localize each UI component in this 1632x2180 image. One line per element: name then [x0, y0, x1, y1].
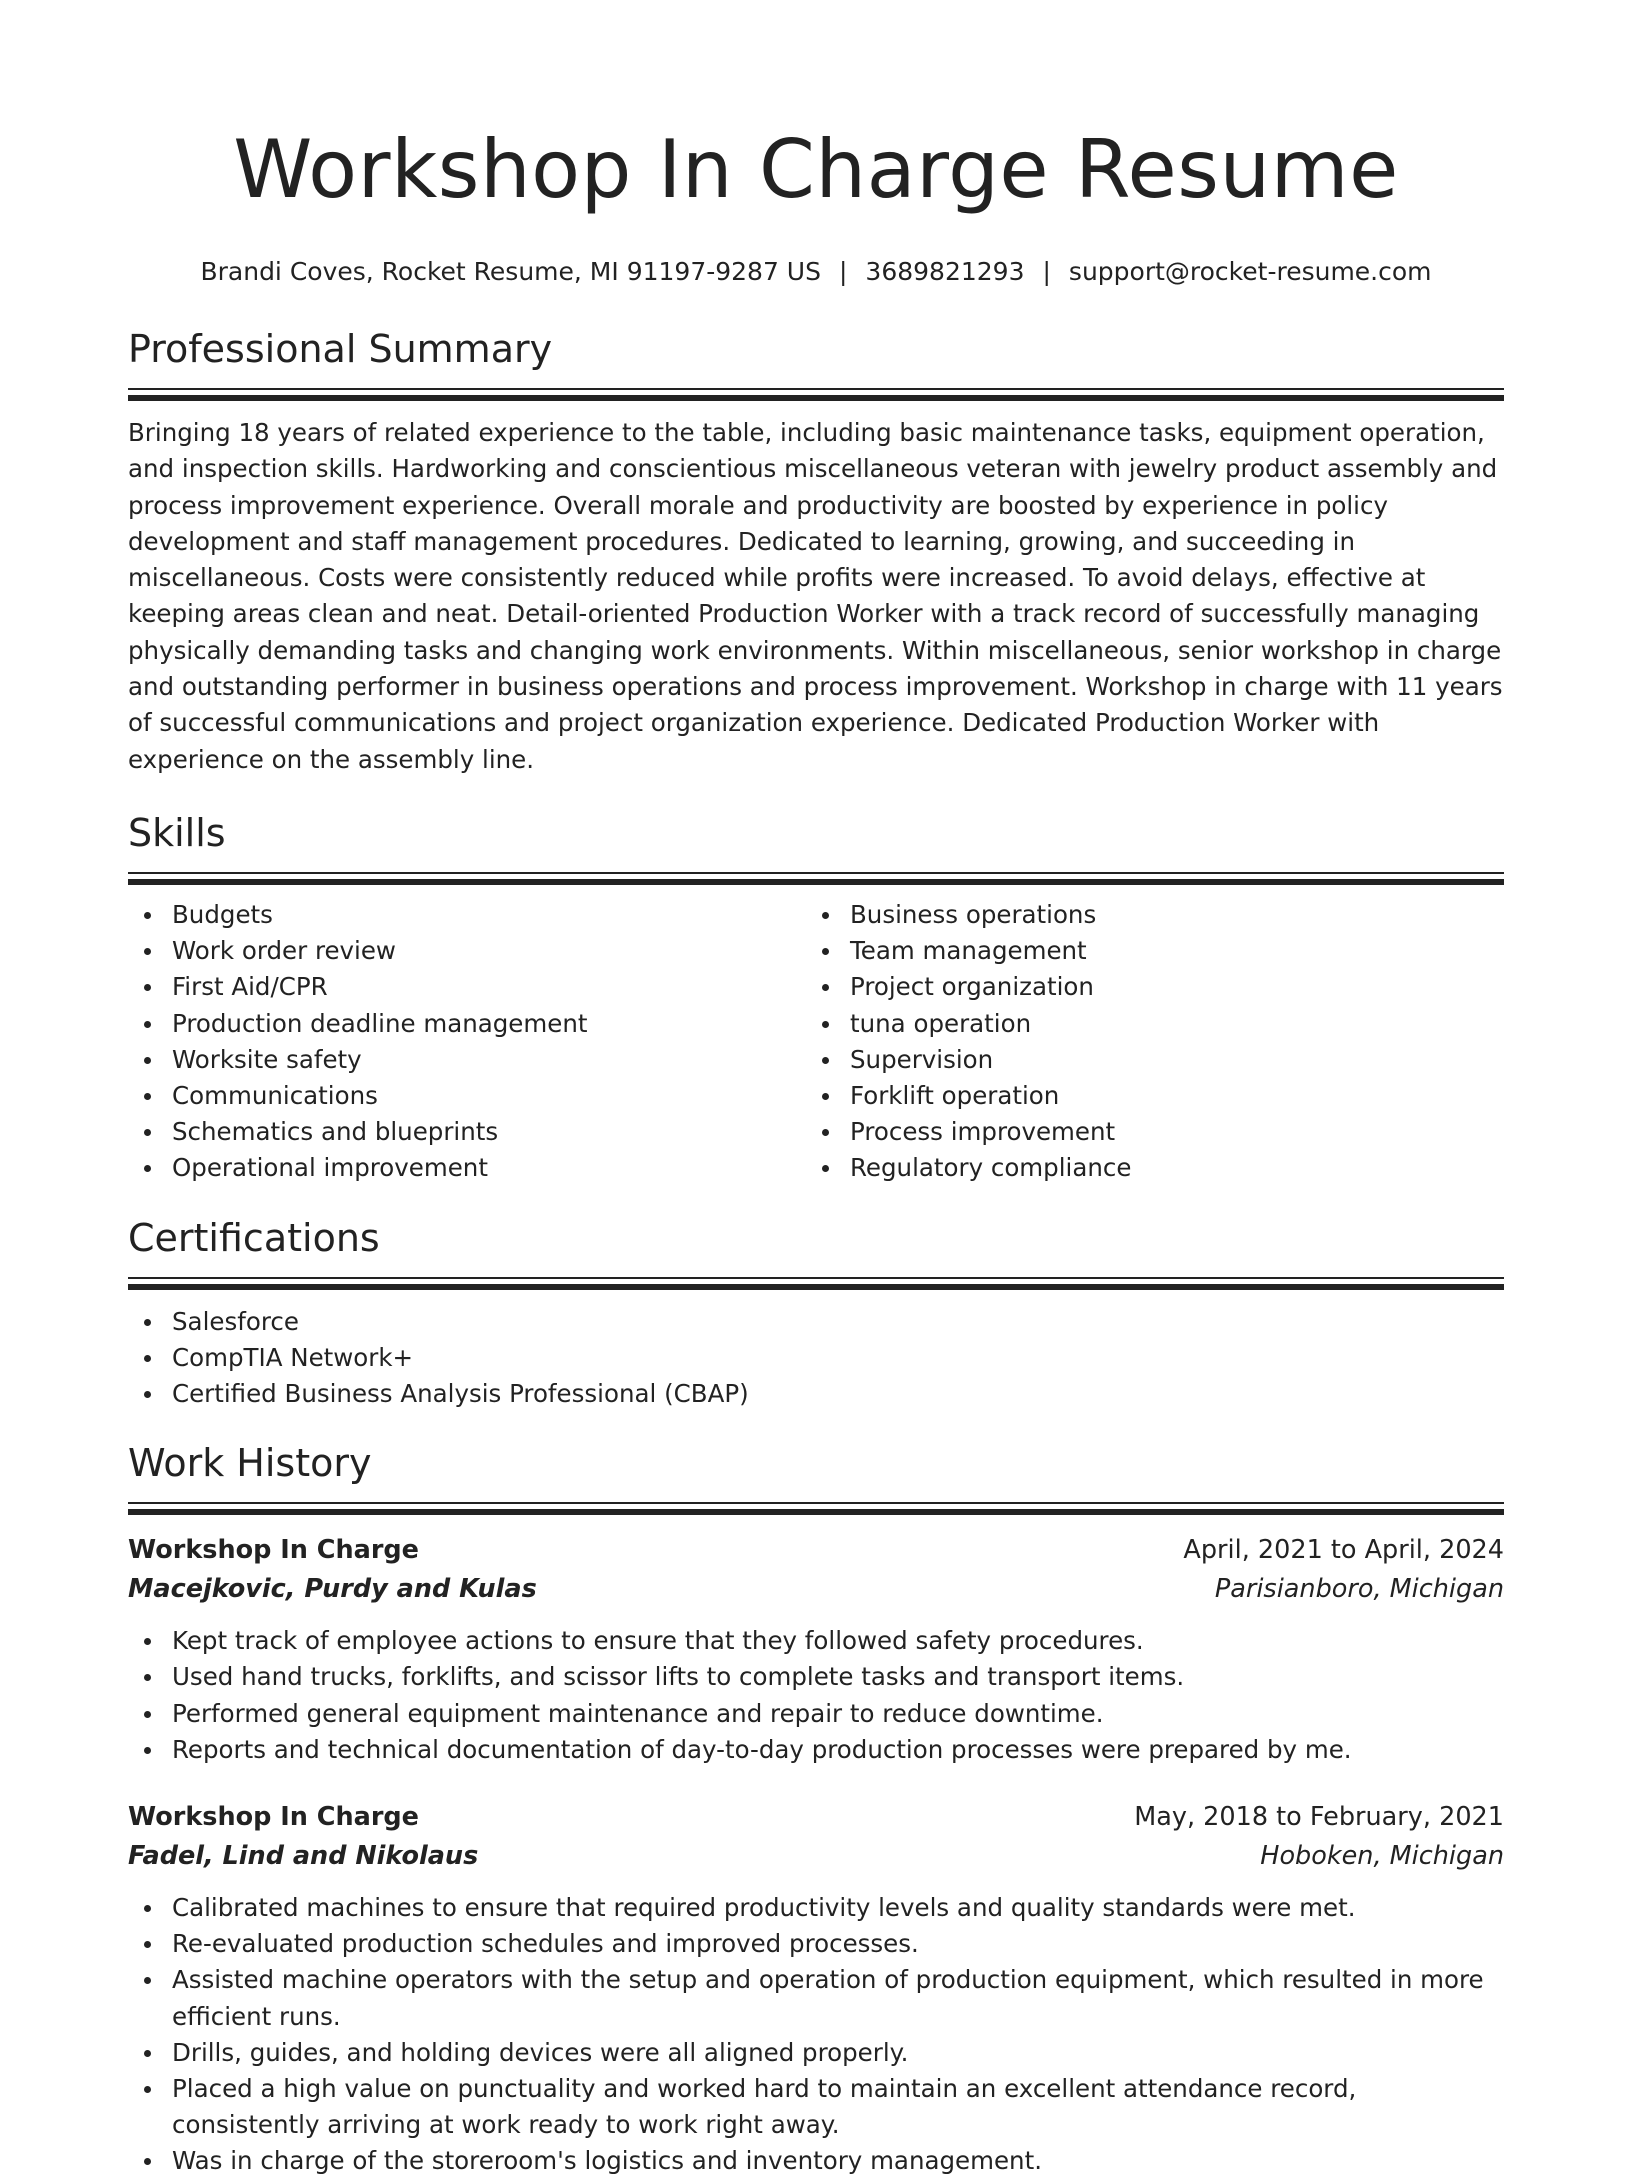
section-heading-summary: Professional Summary	[128, 327, 553, 371]
job-entry	[128, 1798, 1504, 2180]
section-rule-thick	[128, 395, 1504, 401]
job-dates: April, 2021 to April, 2024	[1183, 1535, 1504, 1566]
job-bullet: Kept track of employee actions to ensure that they followed safety procedures.	[128, 1623, 1504, 1659]
skills-section	[128, 808, 1504, 1187]
certification-item: Salesforce	[128, 1304, 1504, 1340]
job-bullets	[128, 1623, 1504, 1768]
skill-item: Team management	[806, 933, 1484, 969]
resume-title: Workshop In Charge Resume	[233, 123, 1399, 216]
section-heading-skills: Skills	[128, 810, 226, 855]
job-subheader	[128, 1837, 1504, 1876]
skill-item: Schematics and blueprints	[128, 1114, 806, 1150]
section-rule	[128, 1502, 1504, 1504]
skill-item: Production deadline management	[128, 1006, 806, 1042]
section-heading-certifications: Certifications	[128, 1215, 380, 1260]
certifications-section	[128, 1213, 1504, 1413]
contact-phone: 3689821293	[865, 257, 1025, 286]
summary-section	[128, 324, 1504, 778]
job-bullet: Was in charge of the storeroom's logistics and inventory management.	[128, 2143, 1504, 2179]
certification-item: CompTIA Network+	[128, 1340, 1504, 1376]
job-bullet: Reports and technical documentation of day-to-day production processes were prepared by me.	[128, 1732, 1504, 1768]
job-dates: May, 2018 to February, 2021	[1134, 1802, 1504, 1833]
skills-columns	[128, 897, 1504, 1187]
job-bullets	[128, 1890, 1504, 2180]
job-title: Workshop In Charge	[128, 1535, 419, 1566]
job-company: Macejkovic, Purdy and Kulas	[128, 1574, 537, 1605]
section-rule	[128, 872, 1504, 874]
contact-separator: |	[838, 257, 848, 286]
skill-item: Operational improvement	[128, 1150, 806, 1186]
section-rule-thick	[128, 1284, 1504, 1290]
skill-item: Regulatory compliance	[806, 1150, 1484, 1186]
section-rule-thick	[128, 1509, 1504, 1515]
job-bullet: Calibrated machines to ensure that required productivity levels and quality standards were met.	[128, 1890, 1504, 1926]
skill-item: Supervision	[806, 1042, 1484, 1078]
work-history-section	[128, 1438, 1504, 2179]
skill-item: Budgets	[128, 897, 806, 933]
skill-item: First Aid/CPR	[128, 969, 806, 1005]
contact-line	[128, 254, 1504, 290]
certifications-list	[128, 1304, 1504, 1413]
job-subheader	[128, 1570, 1504, 1609]
section-rule	[128, 388, 1504, 390]
skill-item: Business operations	[806, 897, 1484, 933]
section-heading-work-history: Work History	[128, 1441, 372, 1486]
job-header	[128, 1798, 1504, 1837]
job-company: Fadel, Lind and Nikolaus	[128, 1841, 479, 1872]
skills-list-left	[128, 897, 806, 1187]
job-bullet: Drills, guides, and holding devices were all aligned properly.	[128, 2035, 1504, 2071]
skills-list-right	[806, 897, 1484, 1187]
job-location: Parisianboro, Michigan	[1214, 1574, 1504, 1605]
contact-separator: |	[1042, 257, 1051, 286]
skill-item: tuna operation	[806, 1006, 1484, 1042]
skill-item: Work order review	[128, 933, 806, 969]
section-rule-thick	[128, 879, 1504, 885]
summary-text: Bringing 18 years of related experience to the table, including basic maintenance tasks, equipment operation, and inspection skills. Hardworking and conscientious miscellaneous veteran with jewelry product assembly and process improvement experience. Overall morale and productivity are boosted by experience in policy development and staff management procedures. Dedicated to learning, growing, and succeeding in miscellaneous. Costs were consistently reduced while profits were increased. To avoid delays, effective at keeping areas clean and neat. Detail-oriented Production Worker with a track record of successfully managing physically demanding tasks and changing work environments. Within miscellaneous, senior workshop in charge and outstanding performer in business operations and process improvement. Workshop in charge with 11 years of successful communications and project organization experience. Dedicated Production Worker with experience on the assembly line.	[128, 418, 1503, 774]
skill-item: Project organization	[806, 969, 1484, 1005]
skill-item: Process improvement	[806, 1114, 1484, 1150]
job-bullet: Re-evaluated production schedules and improved processes.	[128, 1926, 1504, 1962]
skill-item: Forklift operation	[806, 1078, 1484, 1114]
job-bullet: Performed general equipment maintenance and repair to reduce downtime.	[128, 1696, 1504, 1732]
job-title: Workshop In Charge	[128, 1802, 419, 1833]
contact-email[interactable]: support@rocket-resume.com	[1068, 257, 1432, 286]
job-bullet: Assisted machine operators with the setup and operation of production equipment, which resulted in more efficient runs.	[128, 1962, 1504, 2034]
section-rule	[128, 1277, 1504, 1279]
job-bullet: Placed a high value on punctuality and worked hard to maintain an excellent attendance record, consistently arriving at work ready to work right away.	[128, 2071, 1504, 2143]
job-header	[128, 1531, 1504, 1570]
job-location: Hoboken, Michigan	[1260, 1841, 1504, 1872]
certification-item: Certified Business Analysis Professional (CBAP)	[128, 1376, 1504, 1412]
skill-item: Worksite safety	[128, 1042, 806, 1078]
job-bullet: Used hand trucks, forklifts, and scissor lifts to complete tasks and transport items.	[128, 1659, 1504, 1695]
job-entry	[128, 1531, 1504, 1768]
resume-page	[128, 0, 1504, 2180]
skill-item: Communications	[128, 1078, 806, 1114]
contact-address: Brandi Coves, Rocket Resume, MI 91197-9287 US	[200, 257, 821, 286]
